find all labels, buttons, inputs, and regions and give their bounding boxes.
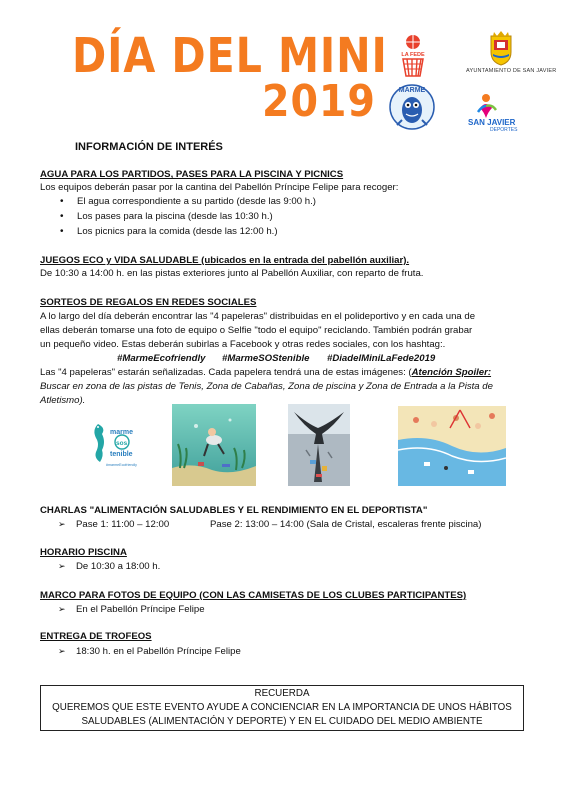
charlas-pase1-text: Pase 1: 11:00 – 12:00 [76,519,170,530]
papeleras-text-main: Las "4 papeleras" estarán señalizadas. Cada papelera tendrá una de estas imágenes: ( [40,367,412,378]
marme-mascot-logo-text: MARME [398,87,426,94]
trofeos-section-title: ENTREGA DE TROFEOS [40,631,152,642]
page-title-year: 2019 [262,76,376,127]
water-bullet-item [60,225,278,238]
arrow-bullet-icon: ➢ [58,519,66,529]
san-javier-deportes-sub: DEPORTES [490,127,518,132]
recuerda-title: RECUERDA [254,688,310,699]
marme-sostenible-logo [86,410,142,482]
piscina-item [58,560,160,573]
sorteos-line: A lo largo del día deberán encontrar las "4 papeleras" distribuidas en el polideportivo y en cada una de [40,311,476,322]
marco-item-text: En el Pabellón Príncipe Felipe [76,604,205,615]
whale-tail-image [288,404,350,486]
marco-item [58,603,205,616]
arrow-bullet-icon: ➢ [58,604,66,614]
recuerda-line: SALUDABLES (ALIMENTACIÓN Y DEPORTE) Y EN EL CUIDADO DEL MEDIO AMBIENTE [81,716,483,727]
trofeos-item [58,645,241,658]
marco-section-title: MARCO PARA FOTOS DE EQUIPO (CON LAS CAMISETAS DE LOS CLUBES PARTICIPANTES) [40,590,467,601]
san-javier-deportes-text: SAN JAVIER [468,118,516,127]
sorteos-line: un pequeño video. Estas deberán subirlas a Facebook y otras redes sociales, con los hashtag:. [40,339,446,350]
arrow-bullet-icon: ➢ [58,561,66,571]
hashtag: #MarmeSOStenible [222,353,310,364]
info-heading: INFORMACIÓN DE INTERÉS [75,141,223,153]
water-bullet-text: Los pases para la piscina (desde las 10:30 h.) [77,211,273,222]
page-title: DÍA DEL MINI [72,28,388,84]
marme-mascot-logo [388,80,436,132]
ayuntamiento-logo [466,30,557,80]
water-bullet-text: Los picnics para la comida (desde las 12:00 h.) [77,226,278,237]
marme-logo-word: marme [110,429,133,436]
water-bullet-item [60,195,316,208]
bullet-icon: • [60,211,64,222]
arrow-bullet-icon: ➢ [58,646,66,656]
bullet-icon: • [60,226,64,237]
recuerda-line: QUEREMOS QUE ESTE EVENTO AYUDE A CONCIENCIAR EN LA IMPORTANCIA DE UNOS HÁBITOS [52,702,512,713]
recuerda-box [40,685,524,731]
water-bullet-text: El agua correspondiente a su partido (desde las 9:00 h.) [77,196,316,207]
charlas-section-title: CHARLAS "ALIMENTACIÓN SALUDABLES Y EL RENDIMIENTO EN EL DEPORTISTA" [40,505,428,516]
underwater-illustration-image [172,404,256,486]
trofeos-item-text: 18:30 h. en el Pabellón Príncipe Felipe [76,646,241,657]
marme-logo-word: sos [116,440,128,447]
eco-text: De 10:30 a 14:00 h. en las pistas exteriores junto al Pabellón Auxiliar, con reparto de fruta. [40,268,424,279]
charlas-pase2: Pase 2: 13:00 – 14:00 (Sala de Cristal, escaleras frente piscina) [210,519,482,530]
eco-section-title: JUEGOS ECO y VIDA SALUDABLE (ubicados en la entrada del pabellón auxiliar). [40,255,410,266]
piscina-item-text: De 10:30 a 18:00 h. [76,561,161,572]
water-bullet-item [60,210,273,223]
spoiler-line: Buscar en zona de las pistas de Tenis, Zona de Cabañas, Zona de piscina y Zona de Entrada a la Pista de [40,381,493,392]
spoiler-line: Atletismo). [40,395,86,406]
hashtag: #MarmeEcofriendly [117,353,206,364]
beach-cartoon-image [398,406,506,486]
spoiler-label: Atención Spoiler: [411,367,492,378]
piscina-section-title: HORARIO PISCINA [40,547,127,558]
la-fede-logo-text: LA FEDE [401,52,425,58]
charlas-pase1 [58,518,169,531]
sorteos-line: ellas deberán tomarse una foto de equipo o Selfie "todo el equipo" reciclando. También podrán grabar [40,325,473,336]
bullet-icon: • [60,196,64,207]
marme-logo-hashtag: #marmeEcofriendly [106,463,137,467]
hashtag: #DiadelMiniLaFede2019 [327,353,436,364]
sorteos-section-title: SORTEOS DE REGALOS EN REDES SOCIALES [40,297,257,308]
papeleras-text [40,366,491,379]
marme-logo-word: tenible [110,451,133,458]
water-intro: Los equipos deberán pasar por la cantina del Pabellón Príncipe Felipe para recoger: [40,182,399,193]
water-section-title: AGUA PARA LOS PARTIDOS, PASES PARA LA PISCINA Y PICNICS [40,169,344,180]
ayuntamiento-caption: AYUNTAMIENTO DE SAN JAVIER [466,68,557,74]
la-fede-logo [396,34,430,78]
san-javier-deportes-logo [466,92,526,132]
